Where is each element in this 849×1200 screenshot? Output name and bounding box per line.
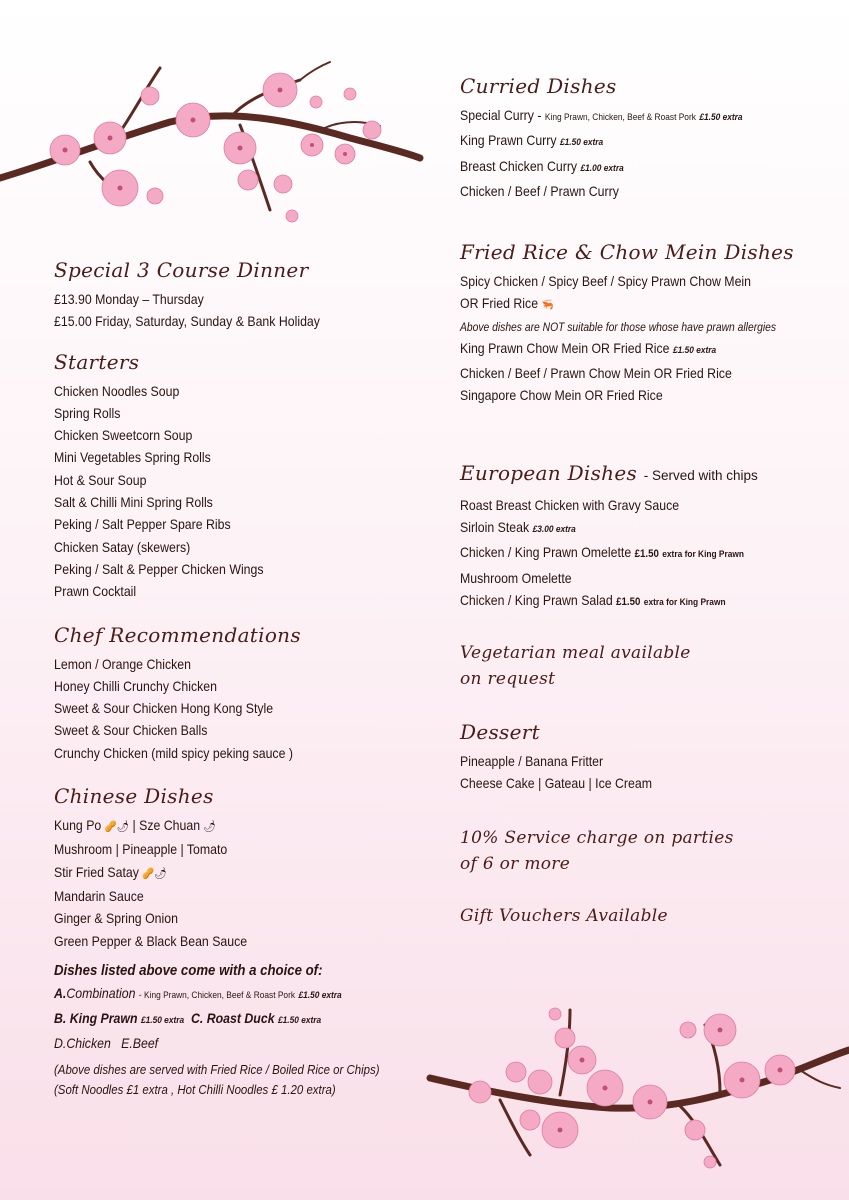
special-dinner-section [54, 256, 434, 333]
omelette-price-note: extra for King Prawn [662, 549, 745, 561]
menu-item-omelette [460, 541, 799, 566]
choice-a-label: Combination [66, 984, 136, 1001]
dessert-section [460, 718, 845, 795]
king-prawn-chow-mein-price: £1.50 extra [672, 344, 717, 356]
chef-recommendations-section [54, 621, 434, 764]
left-column [54, 256, 434, 1100]
menu-item-king-prawn-curry [460, 129, 799, 154]
menu-item-special-curry [460, 104, 799, 129]
vegetarian-line-2: on request [460, 669, 556, 690]
kung-po-label: Kung Po [54, 817, 102, 834]
menu-item: Ginger & Spring Onion [54, 910, 178, 927]
right-column [460, 72, 845, 929]
choice-b-c [54, 1007, 388, 1032]
choice-section [54, 960, 434, 1100]
salad-price: £1.50 [616, 595, 641, 608]
choice-e-label: E.Beef [121, 1034, 159, 1051]
gift-vouchers-note: Gift Vouchers Available [460, 905, 668, 926]
menu-item: Mushroom Omelette [460, 569, 572, 586]
special-curry-price: £1.50 extra [699, 112, 743, 123]
european-dishes-section [460, 459, 845, 614]
vegetarian-note [460, 640, 845, 692]
king-prawn-curry-price: £1.50 extra [559, 137, 604, 149]
special-curry-desc: King Prawn, Chicken, Beef & Roast Pork [544, 112, 696, 123]
menu-item-stir-fried-satay [54, 861, 388, 885]
choice-d-e [54, 1032, 388, 1054]
prawn-icon: 🦐 [541, 299, 554, 312]
menu-item: Peking / Salt Pepper Spare Ribs [54, 516, 231, 533]
menu-item-salad [460, 589, 799, 614]
menu-item: Sweet & Sour Chicken Hong Kong Style [54, 700, 274, 717]
menu-item: Chicken / Beef / Prawn Chow Mein OR Fried Rice [460, 365, 732, 382]
starters-title: Starters [54, 349, 140, 374]
chinese-dishes-section [54, 782, 434, 952]
european-dishes-title [460, 459, 845, 490]
menu-item-king-prawn-chow-mein [460, 337, 799, 362]
special-price-weekend: £15.00 Friday, Saturday, Sunday & Bank Holiday [54, 313, 320, 330]
menu-item-breast-chicken-curry [460, 155, 799, 180]
menu-item: Green Pepper & Black Bean Sauce [54, 932, 248, 949]
vegetarian-line-1: Vegetarian meal available [460, 643, 691, 664]
choice-c-price: £1.50 extra [277, 1014, 322, 1026]
menu-item: Sweet & Sour Chicken Balls [54, 722, 208, 739]
peanut-icon: 🥜 [142, 867, 155, 880]
menu-item: Chicken Satay (skewers) [54, 538, 191, 555]
service-line-2: of 6 or more [460, 853, 571, 874]
salad-name: Chicken / King Prawn Salad [460, 591, 613, 608]
chilli-icon: 🌶 [116, 821, 130, 834]
menu-item: Honey Chilli Crunchy Chicken [54, 677, 217, 694]
menu-item-or-fried-rice [460, 292, 799, 316]
served-with-note: (Above dishes are served with Fried Rice / Boiled Rice or Chips) [54, 1061, 380, 1077]
menu-item: Cheese Cake | Gateau | Ice Cream [460, 775, 652, 792]
fried-rice-section [460, 238, 845, 406]
curried-dishes-section [460, 72, 845, 202]
starters-section [54, 348, 434, 603]
chilli-icon: 🌶 [203, 821, 216, 834]
menu-item: Chicken / Beef / Prawn Curry [460, 182, 619, 199]
chinese-dishes-title: Chinese Dishes [54, 784, 214, 809]
choice-c-label: C. Roast Duck [191, 1009, 275, 1026]
special-price-weekday: £13.90 Monday – Thursday [54, 291, 204, 307]
dessert-title: Dessert [460, 720, 540, 745]
menu-item: Chicken Sweetcorn Soup [54, 427, 193, 444]
menu-item: Spring Rolls [54, 404, 121, 421]
omelette-name: Chicken / King Prawn Omelette [460, 544, 632, 561]
king-prawn-curry-name: King Prawn Curry [460, 132, 557, 149]
sirloin-name: Sirloin Steak [460, 518, 530, 535]
choice-a [54, 982, 388, 1007]
menu-item: Pineapple / Banana Fritter [460, 753, 604, 770]
choice-b-price: £1.50 extra [140, 1014, 185, 1026]
peanut-icon: 🥜 [104, 821, 117, 834]
choice-a-desc: - King Prawn, Chicken, Beef & Roast Pork [138, 989, 296, 1001]
menu-item: Hot & Sour Soup [54, 471, 147, 488]
special-curry-name: Special Curry - [460, 107, 545, 123]
choice-a-price: £1.50 extra [298, 989, 342, 1001]
breast-chicken-curry-price: £1.00 extra [580, 162, 624, 174]
salad-price-note: extra for King Prawn [643, 596, 726, 608]
stir-fried-label: Stir Fried Satay [54, 863, 139, 880]
menu-item: Mushroom | Pineapple | Tomato [54, 841, 228, 858]
menu-item: Salt & Chilli Mini Spring Rolls [54, 494, 213, 511]
menu-item: Spicy Chicken / Spicy Beef / Spicy Prawn Chow Mein [460, 273, 752, 290]
breast-chicken-curry-name: Breast Chicken Curry [460, 157, 578, 174]
fried-rice-title: Fried Rice & Chow Mein Dishes [460, 240, 794, 265]
choice-title: Dishes listed above come with a choice of: [54, 961, 323, 979]
service-line-1: 10% Service charge on parties [460, 827, 734, 848]
menu-item: Chicken Noodles Soup [54, 382, 180, 399]
menu-item: Crunchy Chicken (mild spicy peking sauce ) [54, 744, 293, 761]
choice-b-label: B. King Prawn [54, 1009, 138, 1026]
menu-item-kung-po-sze-chuan [54, 814, 388, 838]
allergy-note: Above dishes are NOT suitable for those whose have prawn allergies [460, 319, 777, 334]
sirloin-price: £3.00 extra [532, 523, 576, 535]
european-subtitle: - Served with chips [643, 467, 758, 483]
omelette-price: £1.50 [634, 548, 659, 561]
service-charge-note [460, 825, 845, 877]
menu-item: Peking / Salt & Pepper Chicken Wings [54, 560, 264, 577]
special-dinner-title: Special 3 Course Dinner [54, 258, 309, 282]
menu-item: Prawn Cocktail [54, 583, 137, 600]
menu-item: Mini Vegetables Spring Rolls [54, 449, 211, 466]
menu-item: Singapore Chow Mein OR Fried Rice [460, 387, 663, 404]
sze-chuan-label: Sze Chuan [139, 817, 201, 834]
menu-item-sirloin-steak [460, 516, 799, 541]
european-title-text: European Dishes [460, 460, 638, 485]
or-fried-rice-label: OR Fried Rice [460, 295, 539, 312]
chilli-icon: 🌶 [154, 867, 167, 880]
menu-item: Roast Breast Chicken with Gravy Sauce [460, 496, 680, 513]
cherry-blossom-branch-bottom [420, 1000, 849, 1175]
menu-item: Mandarin Sauce [54, 887, 144, 904]
menu-item: Lemon / Orange Chicken [54, 655, 191, 672]
noodles-note: (Soft Noodles £1 extra , Hot Chilli Noodles £ 1.20 extra) [54, 1081, 336, 1097]
cherry-blossom-branch-top [0, 50, 430, 230]
curried-dishes-title: Curried Dishes [460, 74, 617, 98]
choice-d-label: D.Chicken [54, 1034, 111, 1051]
chef-recommendations-title: Chef Recommendations [54, 622, 301, 647]
choice-a-letter: A. [54, 984, 67, 1001]
king-prawn-chow-mein-name: King Prawn Chow Mein OR Fried Rice [460, 339, 670, 356]
separator: | [132, 817, 136, 834]
